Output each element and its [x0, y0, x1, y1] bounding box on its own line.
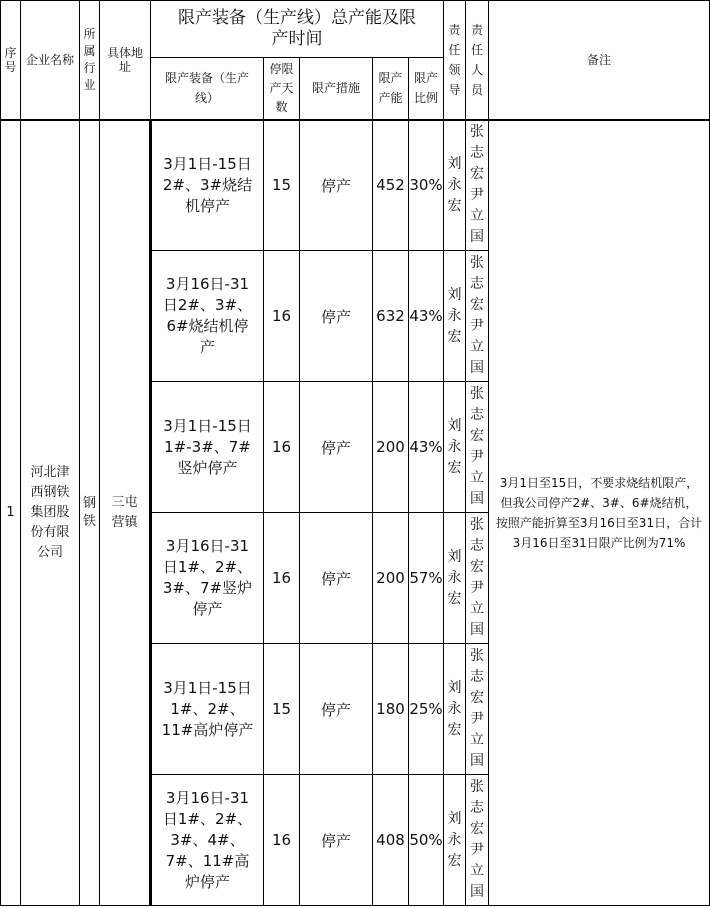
- leader-cell: 刘永宏: [444, 644, 466, 775]
- days-cell: 15: [264, 644, 300, 775]
- header-person: 责任人员: [466, 1, 489, 120]
- equipment-cell: 3月1日-15日1#-3#、7#竖炉停产: [151, 382, 264, 513]
- leader-cell: 刘永宏: [444, 513, 466, 644]
- header-company: 企业名称: [21, 1, 80, 120]
- table-row: [1, 120, 710, 251]
- capacity-cell: 452: [373, 120, 409, 251]
- days-cell: 15: [264, 120, 300, 251]
- measure-cell: 停产: [300, 120, 373, 251]
- capacity-cell: 200: [373, 513, 409, 644]
- measure-cell: 停产: [300, 775, 373, 906]
- ratio-cell: 43%: [409, 382, 444, 513]
- capacity-cell: 408: [373, 775, 409, 906]
- header-remark: 备注: [489, 1, 710, 120]
- person-cell: 张志宏尹立国: [466, 382, 489, 513]
- leader-cell: 刘永宏: [444, 120, 466, 251]
- header-industry: 所属行业: [80, 1, 100, 120]
- ratio-cell: 50%: [409, 775, 444, 906]
- header-leader: 责任领导: [444, 1, 466, 120]
- days-cell: 16: [264, 382, 300, 513]
- leader-cell: 刘永宏: [444, 775, 466, 906]
- measure-cell: 停产: [300, 644, 373, 775]
- ratio-cell: 43%: [409, 251, 444, 382]
- person-cell: 张志宏尹立国: [466, 775, 489, 906]
- measure-cell: 停产: [300, 513, 373, 644]
- header-group-title: 限产装备（生产线）总产能及限产时间: [151, 1, 444, 58]
- equipment-cell: 3月16日-31日2#、3#、6#烧结机停产: [151, 251, 264, 382]
- ratio-cell: 25%: [409, 644, 444, 775]
- record-company: 河北津西钢铁集团股份有限公司: [21, 120, 80, 906]
- header-ratio: 限产比例: [409, 58, 444, 120]
- person-cell: 张志宏尹立国: [466, 251, 489, 382]
- header-address: 具体地址: [100, 1, 151, 120]
- measure-cell: 停产: [300, 251, 373, 382]
- header-equipment: 限产装备（生产线）: [151, 58, 264, 120]
- equipment-cell: 3月1日-15日1#、2#、11#高炉停产: [151, 644, 264, 775]
- capacity-cell: 632: [373, 251, 409, 382]
- record-remark: 3月1日至15日，不要求烧结机限产，但我公司停产2#、3#、6#烧结机，按照产能折算至3月16日至31日，合计3月16日至31日限产比例为71%: [489, 120, 710, 906]
- header-days: 停限产天数: [264, 58, 300, 120]
- capacity-cell: 200: [373, 382, 409, 513]
- equipment-cell: 3月16日-31日1#、2#、3#、7#竖炉停产: [151, 513, 264, 644]
- leader-cell: 刘永宏: [444, 382, 466, 513]
- record-seq: 1: [1, 120, 21, 906]
- record-address: 三屯营镇: [100, 120, 151, 906]
- record-industry: 钢铁: [80, 120, 100, 906]
- equipment-cell: 3月1日-15日2#、3#烧结机停产: [151, 120, 264, 251]
- ratio-cell: 30%: [409, 120, 444, 251]
- leader-cell: 刘永宏: [444, 251, 466, 382]
- measure-cell: 停产: [300, 382, 373, 513]
- ratio-cell: 57%: [409, 513, 444, 644]
- days-cell: 16: [264, 251, 300, 382]
- header-measure: 限产措施: [300, 58, 373, 120]
- header-seq: 序号: [1, 1, 21, 120]
- person-cell: 张志宏尹立国: [466, 644, 489, 775]
- equipment-cell: 3月16日-31日1#、2#、3#、4#、7#、11#高炉停产: [151, 775, 264, 906]
- capacity-cell: 180: [373, 644, 409, 775]
- days-cell: 16: [264, 775, 300, 906]
- person-cell: 张志宏尹立国: [466, 513, 489, 644]
- person-cell: 张志宏尹立国: [466, 120, 489, 251]
- header-capacity: 限产产能: [373, 58, 409, 120]
- days-cell: 16: [264, 513, 300, 644]
